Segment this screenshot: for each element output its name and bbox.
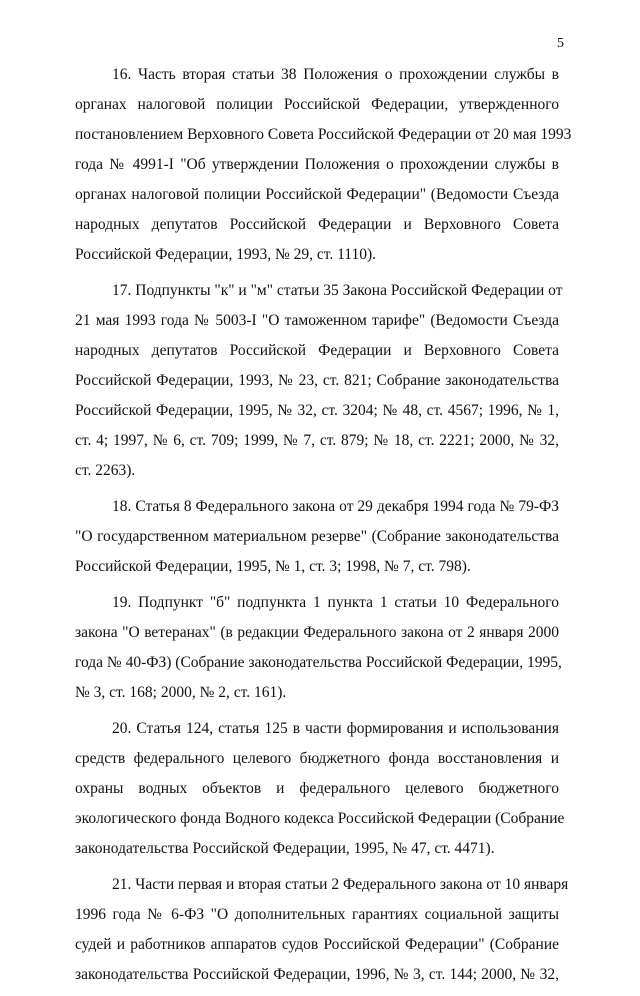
paragraph-line: 17. Подпункты "к" и "м" статьи 35 Закона Российской Федерации от (112, 282, 563, 299)
paragraph-line: постановлением Верховного Совета Российской Федерации от 20 мая 1993 (75, 126, 572, 143)
paragraph-line: Российской Федерации, 1993, № 23, ст. 821; Собрание законодательства (75, 372, 559, 389)
paragraph-line: экологического фонда Водного кодекса Российской Федерации (Собрание (75, 810, 565, 827)
paragraph-21 (75, 870, 569, 990)
paragraph-line: средств федерального целевого бюджетного фонда восстановления и (75, 750, 559, 767)
paragraph-line: закона "О ветеранах" (в редакции Федерального закона от 2 января 2000 (75, 624, 559, 641)
paragraph-line: Российской Федерации, 1993, № 29, ст. 1110). (75, 246, 377, 263)
paragraph-line: органах налоговой полиции Российской Федерации" (Ведомости Съезда (75, 186, 559, 203)
paragraph-line: ст. 4; 1997, № 6, ст. 709; 1999, № 7, ст. 879; № 18, ст. 2221; 2000, № 32, (75, 432, 559, 449)
paragraph-line: законодательства Российской Федерации, 1995, № 47, ст. 4471). (75, 840, 495, 857)
paragraph-line: 21. Части первая и вторая статьи 2 Федерального закона от 10 января (112, 876, 569, 893)
paragraph-line: ст. 2263). (75, 462, 136, 479)
document-body (75, 60, 572, 996)
paragraph-line: народных депутатов Российской Федерации и Верховного Совета (75, 216, 559, 233)
paragraph-19 (75, 588, 562, 708)
paragraph-line: "О государственном материальном резерве" (Собрание законодательства (75, 528, 559, 545)
paragraph-line: народных депутатов Российской Федерации и Верховного Совета (75, 342, 559, 359)
paragraph-line: судей и работников аппаратов судов Российской Федерации" (Собрание (75, 936, 559, 953)
paragraph-line: Российской Федерации, 1995, № 32, ст. 3204; № 48, ст. 4567; 1996, № 1, (75, 402, 559, 419)
paragraph-line: Российской Федерации, 1995, № 1, ст. 3; 1998, № 7, ст. 798). (75, 558, 471, 575)
paragraph-20 (75, 714, 565, 864)
paragraph-17 (75, 276, 563, 486)
paragraph-line: 1996 года № 6-ФЗ "О дополнительных гарантиях социальной защиты (75, 906, 559, 923)
paragraph-line: органах налоговой полиции Российской Федерации, утвержденного (75, 96, 559, 113)
paragraph-line: года № 40-ФЗ) (Собрание законодательства Российской Федерации, 1995, (75, 654, 562, 671)
paragraph-line: 16. Часть вторая статьи 38 Положения о прохождении службы в (112, 66, 559, 83)
paragraph-line: № 3, ст. 168; 2000, № 2, ст. 161). (75, 684, 287, 701)
paragraph-line: охраны водных объектов и федерального целевого бюджетного (75, 780, 559, 797)
paragraph-16 (75, 60, 572, 270)
paragraph-line: 19. Подпункт "б" подпункта 1 пункта 1 статьи 10 Федерального (112, 594, 559, 611)
paragraph-line: 21 мая 1993 года № 5003-I "О таможенном тарифе" (Ведомости Съезда (75, 312, 559, 329)
paragraph-line: законодательства Российской Федерации, 1996, № 3, ст. 144; 2000, № 32, (75, 966, 559, 983)
paragraph-18 (75, 492, 559, 582)
paragraph-line: года № 4991-I "Об утверждении Положения о прохождении службы в (75, 156, 559, 173)
paragraph-line: 18. Статья 8 Федерального закона от 29 декабря 1994 года № 79-ФЗ (112, 498, 559, 515)
page-number: 5 (557, 36, 564, 51)
paragraph-line: 20. Статья 124, статья 125 в части формирования и использования (112, 720, 559, 737)
